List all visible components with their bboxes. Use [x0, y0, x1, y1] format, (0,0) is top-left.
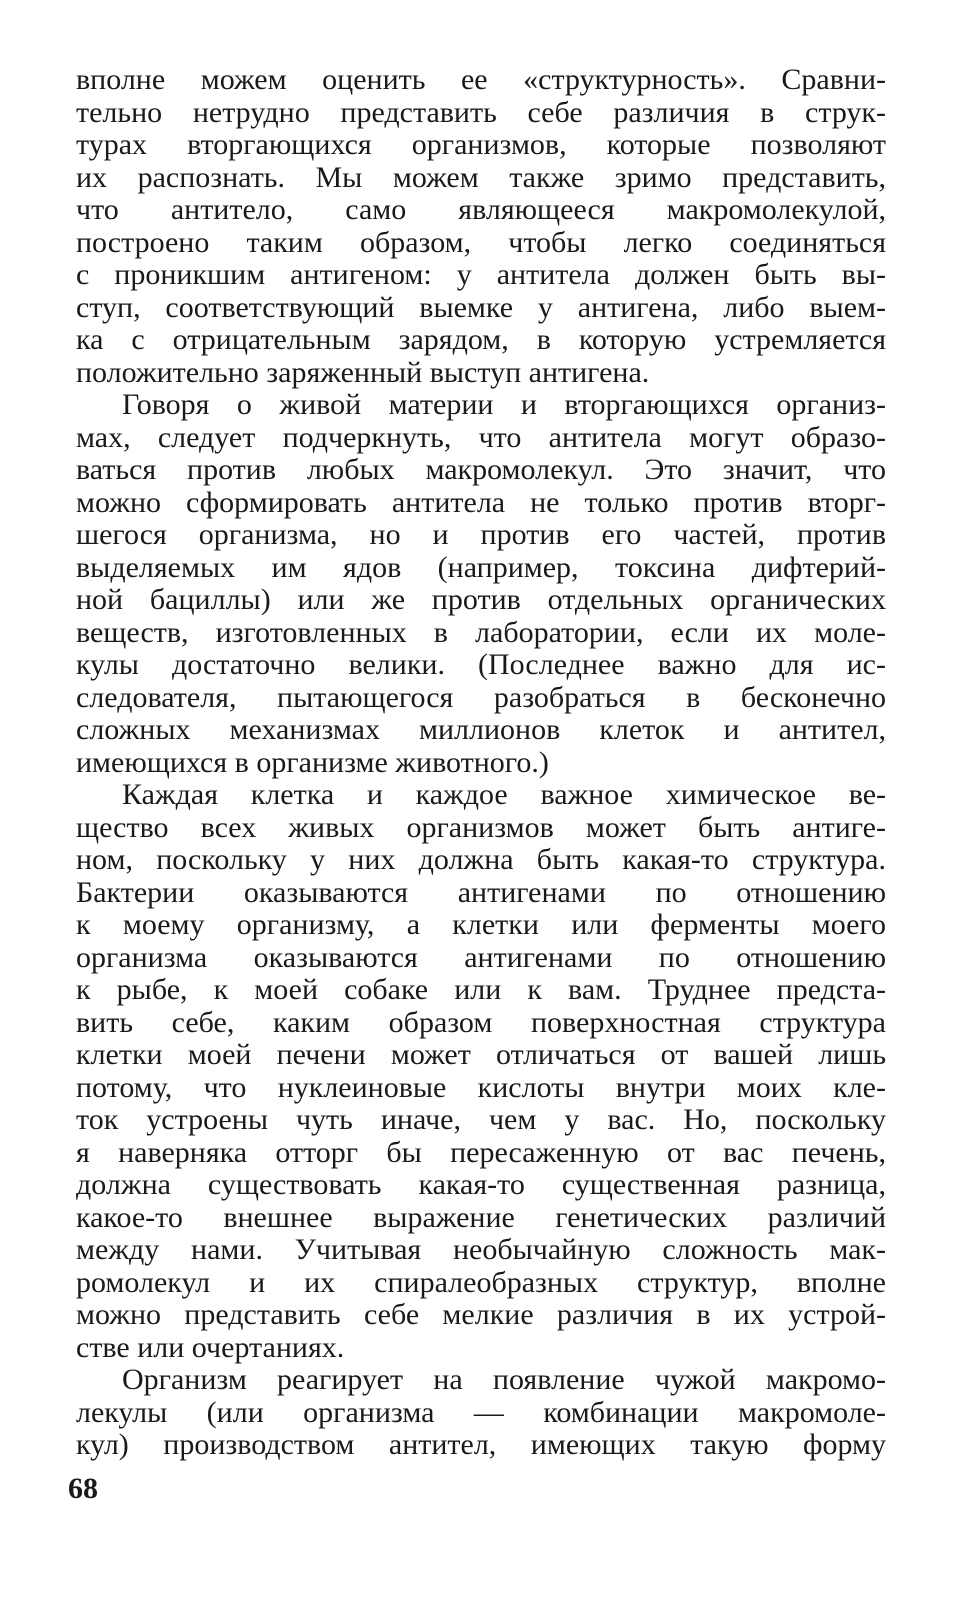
text-line: Организм реагирует на появление чужой макромо-: [122, 1363, 886, 1396]
text-line: сложных механизмах миллионов клеток и антител,: [76, 713, 886, 746]
paragraph-1: [76, 64, 886, 389]
text-line: ток устроены чуть иначе, чем у вас. Но, поскольку: [76, 1103, 886, 1136]
text-line: кулы достаточно велики. (Последнее важно для ис-: [76, 648, 886, 681]
text-line: между нами. Учитывая необычайную сложность мак-: [76, 1233, 886, 1266]
text-line: выделяемых им ядов (например, токсина дифтерий-: [76, 550, 886, 584]
text-line: можно сформировать антитела не только против вторг-: [76, 485, 886, 519]
text-line: можно представить себе мелкие различия в их устрой-: [76, 1298, 886, 1331]
text-line: организма оказываются антигенами по отношению: [76, 940, 886, 974]
text-line: ваться против любых макромолекул. Это значит, что: [76, 453, 886, 486]
text-line: я наверняка отторг бы пересаженную от вас печень,: [76, 1135, 886, 1169]
text-line: турах вторгающихся организмов, которые позволяют: [76, 128, 886, 161]
paragraph-4: [76, 1364, 886, 1462]
text-line: Говоря о живой материи и вторгающихся организ-: [122, 388, 886, 421]
text-line: ступ, соответствующий выемке у антигена, либо выем-: [76, 290, 886, 324]
text-line: ромолекул и их спиралеобразных структур, вполне: [76, 1265, 886, 1299]
text-line: что антитело, само являющееся макромолекулой,: [76, 193, 886, 226]
text-line: щество всех живых организмов может быть антиге-: [76, 810, 886, 844]
text-line: их распознать. Мы можем также зримо представить,: [76, 160, 886, 194]
text-line: вить себе, каким образом поверхностная структура: [76, 1005, 886, 1039]
text-line: ной бациллы) или же против отдельных органических: [76, 583, 886, 616]
text-line: мах, следует подчеркнуть, что антитела могут образо-: [76, 420, 886, 454]
text-line: тельно нетрудно представить себе различия в струк-: [76, 95, 886, 129]
text-line: потому, что нуклеиновые кислоты внутри моих кле-: [76, 1070, 886, 1104]
page-number: 68: [68, 1472, 98, 1505]
text-body: [76, 64, 886, 1462]
text-line: построено таким образом, чтобы легко соединяться: [76, 225, 886, 259]
paragraph-2: [76, 389, 886, 779]
text-line: веществ, изготовленных в лаборатории, если их моле-: [76, 615, 886, 649]
text-line: Бактерии оказываются антигенами по отношению: [76, 875, 886, 909]
text-line: лекулы (или организма — комбинации макромоле-: [76, 1395, 886, 1429]
text-line: к моему организму, а клетки или ферменты моего: [76, 908, 886, 941]
text-line: кул) производством антител, имеющих такую форму: [76, 1428, 886, 1461]
text-line: должна существовать какая-то существенная разница,: [76, 1168, 886, 1201]
text-line: клетки моей печени может отличаться от вашей лишь: [76, 1038, 886, 1071]
text-line: положительно заряженный выступ антигена.: [76, 355, 650, 389]
text-line: с проникшим антигеном: у антитела должен быть вы-: [76, 258, 886, 291]
text-line: ном, поскольку у них должна быть какая-то структура.: [76, 843, 886, 876]
text-line: ка с отрицательным зарядом, в которую устремляется: [76, 323, 886, 356]
text-line: Каждая клетка и каждое важное химическое ве-: [122, 778, 886, 811]
text-line: следователя, пытающегося разобраться в бесконечно: [76, 680, 886, 714]
text-line: стве или очертаниях.: [76, 1330, 345, 1364]
text-line: к рыбе, к моей собаке или к вам. Труднее предста-: [76, 973, 886, 1006]
text-line: какое-то внешнее выражение генетических различий: [76, 1200, 886, 1234]
text-line: имеющихся в организме животного.): [76, 745, 549, 779]
text-line: шегося организма, но и против его частей, против: [76, 518, 886, 551]
paragraph-3: [76, 779, 886, 1364]
text-line: вполне можем оценить ее «структурность». Сравни-: [76, 63, 886, 96]
